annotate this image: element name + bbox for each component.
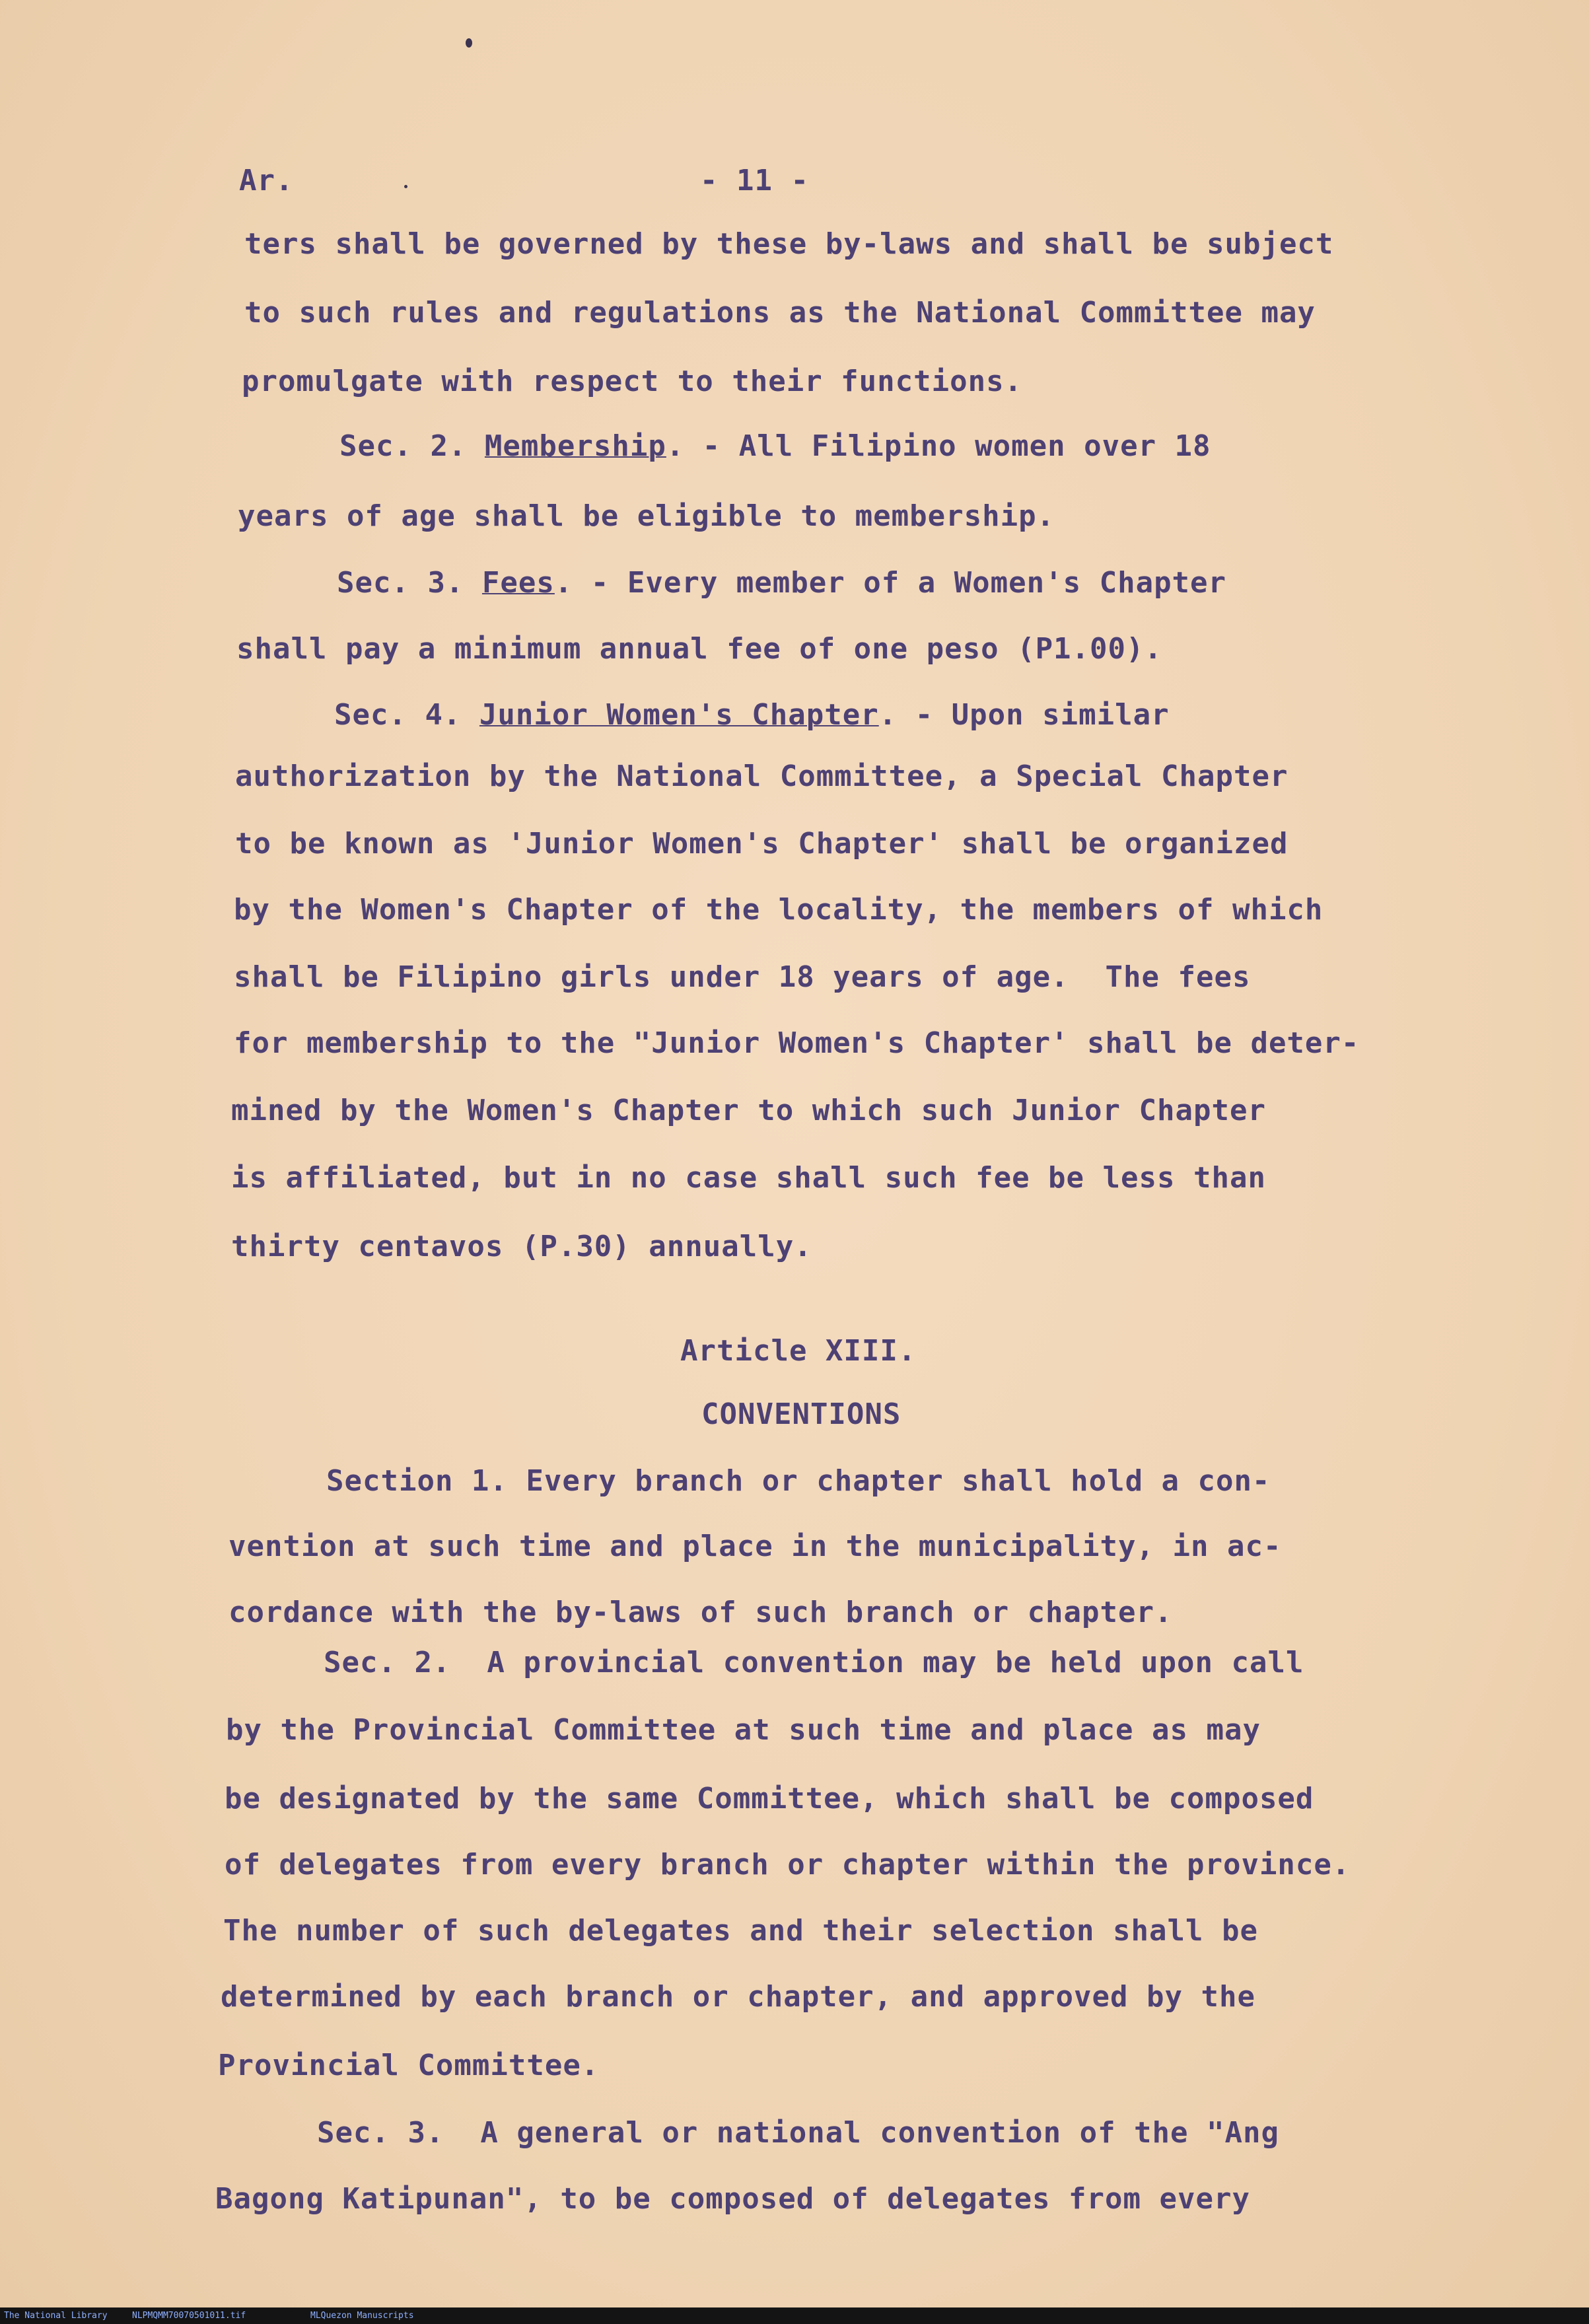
sec2-rest: . - All Filipino women over 18 bbox=[666, 429, 1211, 463]
footer-collection: MLQuezon Manuscripts bbox=[310, 2311, 414, 2321]
archive-footer bbox=[0, 2307, 1589, 2324]
footer-library: The National Library bbox=[4, 2311, 108, 2321]
sec4-junior-line bbox=[334, 697, 1170, 734]
paper-speck bbox=[466, 38, 472, 48]
text-line: to be known as 'Junior Women's Chapter' shall be organized bbox=[235, 827, 1289, 861]
text-line: for membership to the "Junior Women's Chapter' shall be deter- bbox=[234, 1026, 1360, 1060]
sec2-title: Membership bbox=[484, 429, 666, 463]
text-line: Sec. 3. A general or national convention of the "Ang bbox=[317, 2116, 1279, 2150]
sec2-prefix: Sec. 2. bbox=[339, 429, 485, 463]
text-line: by the Women's Chapter of the locality, the members of which bbox=[234, 893, 1324, 927]
text-line: years of age shall be eligible to membership. bbox=[238, 499, 1055, 533]
text-line: of delegates from every branch or chapter within the province. bbox=[225, 1848, 1351, 1882]
sec4-prefix: Sec. 4. bbox=[334, 698, 479, 732]
text-line: shall be Filipino girls under 18 years of age. The fees bbox=[234, 960, 1251, 994]
header-left-mark: Ar. bbox=[239, 164, 294, 197]
text-line: The number of such delegates and their selection shall be bbox=[223, 1914, 1258, 1948]
text-line: be designated by the same Committee, which shall be composed bbox=[225, 1782, 1314, 1815]
text-line: thirty centavos (P.30) annually. bbox=[231, 1230, 812, 1263]
text-line: vention at such time and place in the municipality, in ac- bbox=[229, 1530, 1282, 1563]
footer-file: NLPMQMM70070501011.tif bbox=[132, 2311, 246, 2321]
text-line: mined by the Women's Chapter to which such Junior Chapter bbox=[231, 1094, 1266, 1127]
text-line: Bagong Katipunan", to be composed of delegates from every bbox=[215, 2182, 1250, 2216]
text-line: Sec. 2. A provincial convention may be held upon call bbox=[324, 1646, 1304, 1679]
sec3-fees-line bbox=[337, 565, 1226, 602]
page-number: - 11 - bbox=[700, 164, 809, 197]
sec4-title: Junior Women's Chapter bbox=[479, 698, 879, 732]
sec3-rest: . - Every member of a Women's Chapter bbox=[554, 566, 1227, 600]
sec4-rest: . - Upon similar bbox=[878, 698, 1170, 732]
text-line: promulgate with respect to their functions. bbox=[242, 365, 1023, 398]
sec3-prefix: Sec. 3. bbox=[337, 566, 482, 600]
sec2-membership-line bbox=[339, 428, 1211, 465]
article-heading: Article XIII. bbox=[680, 1334, 917, 1368]
text-line: authorization by the National Committee, a Special Chapter bbox=[235, 759, 1289, 793]
sec3-title: Fees bbox=[481, 566, 555, 600]
text-line: shall pay a minimum annual fee of one peso (P1.00). bbox=[236, 632, 1163, 666]
text-line: Section 1. Every branch or chapter shall hold a con- bbox=[326, 1464, 1271, 1498]
text-line: by the Provincial Committee at such time and place as may bbox=[226, 1713, 1261, 1747]
article-subheading: CONVENTIONS bbox=[701, 1397, 901, 1431]
text-line: is affiliated, but in no case shall such fee be less than bbox=[231, 1161, 1266, 1195]
text-line: determined by each branch or chapter, and approved by the bbox=[221, 1980, 1255, 2014]
text-line: Provincial Committee. bbox=[218, 2049, 600, 2082]
text-line: ters shall be governed by these by-laws and shall be subject bbox=[244, 227, 1334, 261]
paper-speck bbox=[404, 185, 407, 188]
text-line: cordance with the by-laws of such branch or chapter. bbox=[229, 1596, 1173, 1629]
text-line: to such rules and regulations as the National Committee may bbox=[244, 296, 1316, 330]
